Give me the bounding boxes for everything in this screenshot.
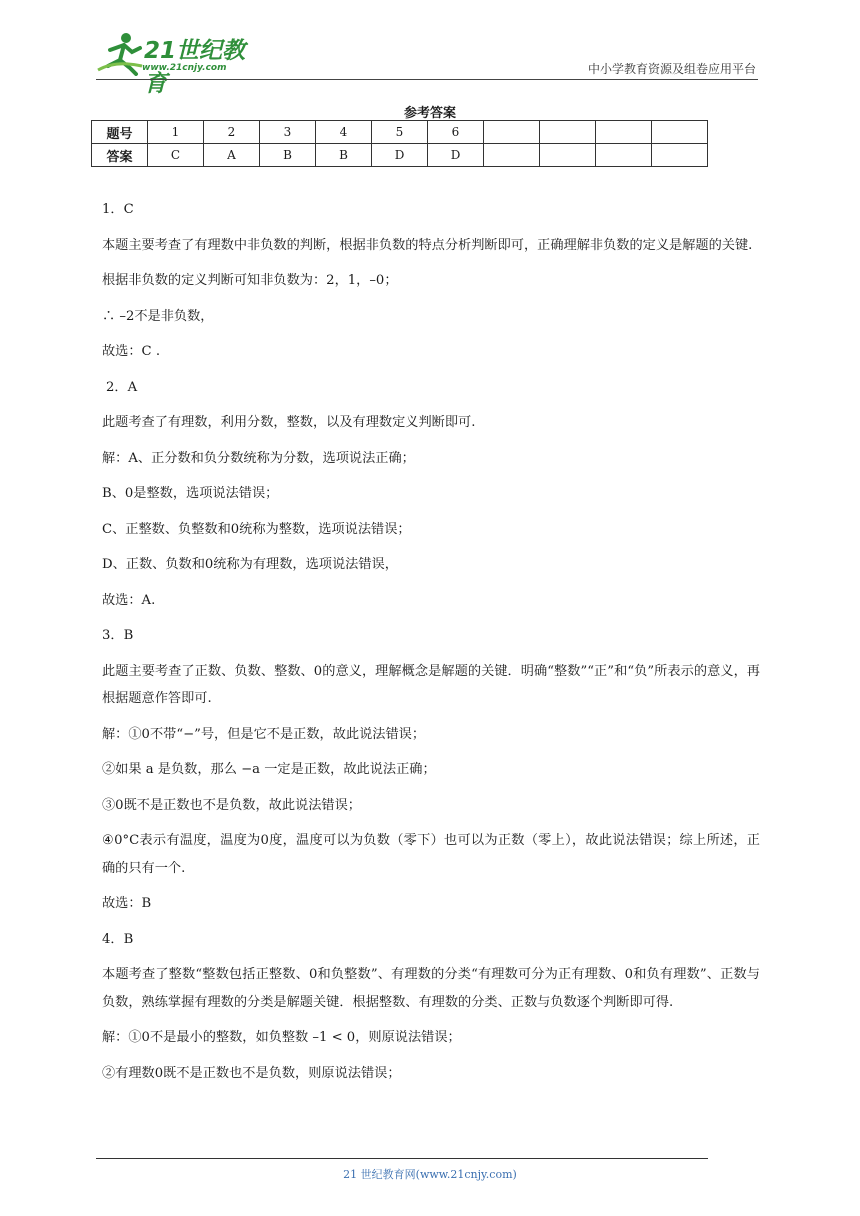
solution-text: 此题考查了有理数，利用分数，整数，以及有理数定义判断即可.	[102, 415, 476, 430]
answer-cell	[484, 144, 540, 167]
number-cell	[596, 121, 652, 144]
solution-text: ④0°C表示有温度，温度为0度，温度可以为负数（零下）也可以为正数（零上），故此说法错误；综上所述，正确的只有一个.	[102, 833, 760, 876]
solution-text: C、正整数、负整数和0统称为整数，选项说法错误；	[102, 521, 411, 537]
answer-cell	[596, 144, 652, 167]
solution-heading: 2．A	[106, 379, 138, 395]
answer-cell: A	[204, 144, 260, 167]
solution-text: D、正数、负数和0统称为有理数，选项说法错误，	[102, 557, 398, 572]
solution-text: 故选：B	[102, 896, 152, 911]
answer-cell: B	[260, 144, 316, 167]
solution-text: 故选：C .	[102, 344, 161, 359]
solution-heading: 1．C	[102, 202, 134, 217]
header-divider	[96, 79, 758, 80]
solution-text: 本题考查了整数“整数包括正整数、0和负整数”、有理数的分类“有理数可分为正有理数、0和负有理数”、正数与负数，熟练掌握有理数的分类是解题关键．根据整数、有理数的分类、正数与负数逐个判断即可得.	[102, 967, 760, 1010]
solution-text: ②如果 a 是负数，那么 −a 一定是正数，故此说法正确；	[102, 762, 436, 777]
number-cell: 3	[260, 121, 316, 144]
solution-text: ③0既不是正数也不是负数，故此说法错误；	[102, 797, 361, 813]
logo-text: 21世纪教育	[144, 38, 246, 97]
site-logo	[96, 30, 266, 97]
number-cell	[484, 121, 540, 144]
solution-heading: 3．B	[102, 628, 134, 643]
answer-table	[91, 120, 708, 167]
answer-row	[92, 144, 708, 167]
answer-cell: C	[148, 144, 204, 167]
answer-cell	[652, 144, 708, 167]
footer-divider	[96, 1158, 708, 1159]
solution-text: 此题主要考查了正数、负数、整数、0的意义，理解概念是解题的关键．明确“整数”“正”和“负”所表示的意义，再根据题意作答即可.	[102, 663, 760, 706]
row-label-answer: 答案	[92, 144, 148, 167]
page-footer: 21 世纪教育网(www.21cnjy.com)	[343, 1168, 517, 1181]
number-cell	[652, 121, 708, 144]
number-cell: 5	[372, 121, 428, 144]
answer-cell: D	[372, 144, 428, 167]
solutions-body	[102, 196, 760, 1095]
solution-text: 故选：A.	[102, 592, 156, 608]
platform-name: 中小学教育资源及组卷应用平台	[587, 62, 756, 76]
solution-text: 解：A、正分数和负分数统称为分数，选项说法正确；	[102, 450, 415, 466]
runner-logo-icon	[96, 30, 144, 76]
number-cell: 1	[148, 121, 204, 144]
solution-text: 本题主要考查了有理数中非负数的判断，根据非负数的特点分析判断即可，正确理解非负数的定义是解题的关键.	[102, 237, 753, 253]
number-cell: 6	[428, 121, 484, 144]
number-cell: 4	[316, 121, 372, 144]
solution-heading: 4．B	[102, 931, 134, 947]
number-cell	[540, 121, 596, 144]
page-header	[96, 30, 758, 97]
row-label-number: 题号	[92, 121, 148, 144]
page-title: 参考答案	[403, 106, 456, 121]
number-cell: 2	[204, 121, 260, 144]
solution-text: 解：①0不带“−”号，但是它不是正数，故此说法错误；	[102, 726, 426, 742]
solution-text: B、0是整数，选项说法错误；	[102, 486, 279, 501]
solution-text: ∴ –2不是非负数，	[102, 308, 214, 324]
answer-cell	[540, 144, 596, 167]
logo-url: www.21cnjy.com	[142, 63, 227, 73]
answer-cell: B	[316, 144, 372, 167]
question-number-row	[92, 121, 708, 144]
solution-text: 根据非负数的定义判断可知非负数为：2，1，–0；	[102, 273, 398, 288]
answer-cell: D	[428, 144, 484, 167]
solution-text: ②有理数0既不是正数也不是负数，则原说法错误；	[102, 1065, 401, 1081]
solution-text: 解：①0不是最小的整数，如负整数 –1 < 0，则原说法错误；	[102, 1030, 461, 1045]
